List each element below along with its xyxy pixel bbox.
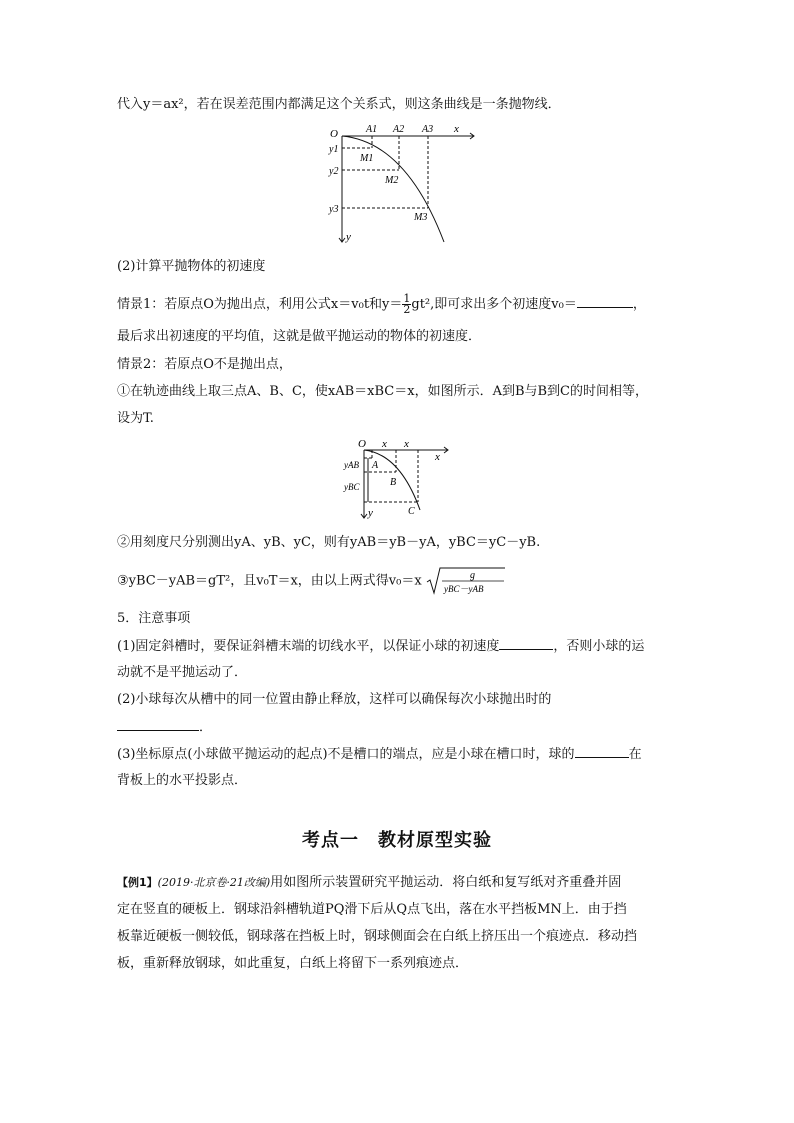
- note-3-line-2: [117, 772, 247, 790]
- note-2-line: [117, 691, 551, 709]
- fig2-side-label-ybc: yBC: [344, 482, 360, 492]
- fig1-origin-label: O: [330, 128, 338, 140]
- paragraph-text: (2)小球每次从槽中的同一位置由静止释放，这样可以确保每次小球抛出时的: [117, 692, 552, 707]
- paragraph-text: 代入y＝ax²，若在误差范围内都满足这个关系式，则这条曲线是一条抛物线．: [117, 97, 561, 112]
- answer-blank[interactable]: [117, 718, 199, 731]
- fig2-top-label-1: x: [382, 438, 387, 450]
- fig1-top-label-a2: A2: [393, 124, 405, 135]
- fig2-x-axis-label: x: [435, 451, 440, 463]
- paragraph-text: ②用刻度尺分别测出yA、yB、yC，则有yAB＝yB－yA，yBC＝yC－yB.: [117, 535, 541, 550]
- scenario-1-text-a: 情景1：若原点O为抛出点，利用公式x＝v₀t和y＝: [117, 297, 403, 312]
- sqrt-symbol: [426, 566, 506, 596]
- sqrt-denominator: yBC－yAB: [443, 584, 484, 594]
- note-3-line: [117, 745, 642, 764]
- note-1-text-a: (1)固定斜槽时，要保证斜槽末端的切线水平，以保证小球的初速度: [117, 639, 500, 654]
- fig1-point-m3: M3: [414, 212, 428, 223]
- fig1-side-label-y2: y2: [329, 166, 339, 177]
- fig1-y-axis-label: y: [346, 231, 351, 243]
- example-text: 板靠近硬板一侧较低，钢球落在挡板上时，钢球侧面会在白纸上挤压出一个痕迹点．移动挡: [117, 929, 638, 944]
- note-2-end: ．: [199, 720, 213, 735]
- text-line-substitute: [117, 96, 561, 114]
- section-title-notes: [117, 610, 190, 628]
- step-3-line: [117, 566, 506, 596]
- step-1-line: [117, 383, 648, 401]
- example-source: (2019·北京卷·21改编): [157, 876, 271, 889]
- fig1-side-label-y1: y1: [329, 144, 339, 155]
- fig2-side-label-yab: yAB: [344, 460, 359, 470]
- example-tag: 【例1】: [117, 876, 158, 889]
- fig2-point-c: C: [408, 506, 415, 517]
- fraction-numerator: 1: [403, 292, 411, 305]
- note-1-line: [117, 637, 644, 656]
- scenario-1-line-2: [117, 328, 481, 346]
- note-1-text-b: ，否则小球的运: [553, 639, 645, 654]
- example-1-line: [117, 874, 621, 892]
- fig1-side-label-y3: y3: [329, 204, 339, 215]
- paragraph-text: 背板上的水平投影点．: [117, 773, 248, 788]
- paragraph-text: 情景2：若原点O不是抛出点，: [117, 357, 292, 372]
- answer-blank[interactable]: [575, 745, 629, 758]
- example-line-2: [117, 901, 627, 919]
- step-1-line-2: [117, 410, 154, 428]
- fig2-point-a: A: [372, 460, 379, 471]
- fig2-top-label-2: x: [404, 438, 409, 450]
- paragraph-text: ①在轨迹曲线上取三点A、B、C，使xAB＝xBC＝x，如图所示．A到B与B到C的时间相等，: [117, 384, 649, 399]
- note-3-text-a: (3)坐标原点(小球做平抛运动的起点)不是槽口的端点，应是小球在槽口时，球的: [117, 747, 575, 762]
- trajectory-figure-1: [326, 120, 486, 245]
- section-heading: 考点一 教材原型实验: [302, 830, 492, 851]
- example-text: 用如图所示装置研究平抛运动．将白纸和复写纸对齐重叠并固: [270, 875, 622, 890]
- fig2-origin-label: O: [358, 438, 366, 450]
- example-text: 定在竖直的硬板上．钢球沿斜槽轨道PQ滑下后从Q点飞出，落在水平挡板MN上．由于挡: [117, 902, 627, 917]
- fig1-point-m1: M1: [360, 153, 374, 164]
- example-line-4: [117, 955, 468, 973]
- scenario-1-text-c: ，: [632, 297, 646, 312]
- step-3-text: ③yBC－yAB＝gT²，且v₀T＝x，由以上两式得v₀＝x: [117, 573, 422, 589]
- paragraph-text: 设为T.: [117, 411, 154, 426]
- answer-blank[interactable]: [499, 637, 553, 650]
- scenario-1-text-b: gt²,即可求出多个初速度v₀＝: [411, 297, 577, 312]
- note-1-line-2: [117, 664, 247, 682]
- answer-blank[interactable]: [577, 295, 633, 308]
- section-text: 5．注意事项: [117, 611, 191, 626]
- fig2-y-axis-label: y: [368, 507, 373, 519]
- scenario-1-line: [117, 294, 646, 315]
- fig1-point-m2: M2: [385, 175, 399, 186]
- trajectory-figure-2: [338, 436, 458, 520]
- section-title-initial-velocity: [117, 258, 265, 276]
- fig1-top-label-a3: A3: [422, 124, 434, 135]
- paragraph-text: 最后求出初速度的平均值，这就是做平抛运动的物体的初速度．: [117, 329, 482, 344]
- paragraph-text: 动就不是平抛运动了．: [117, 665, 248, 680]
- section-text: (2)计算平抛物体的初速度: [117, 259, 266, 274]
- fig1-top-label-a1: A1: [366, 124, 378, 135]
- note-2-line-2: [117, 718, 212, 737]
- fig1-x-axis-label: x: [454, 123, 459, 135]
- fraction-denominator: 2: [403, 303, 411, 316]
- fig2-point-b: B: [390, 477, 397, 488]
- sqrt-expression: [426, 566, 506, 596]
- scenario-2-line: [117, 356, 292, 374]
- example-text: 板，重新释放钢球，如此重复，白纸上将留下一系列痕迹点．: [117, 956, 469, 971]
- example-line-3: [117, 928, 637, 946]
- step-2-line: [117, 534, 540, 552]
- sqrt-numerator: g: [469, 570, 475, 581]
- note-3-text-b: 在: [628, 747, 642, 762]
